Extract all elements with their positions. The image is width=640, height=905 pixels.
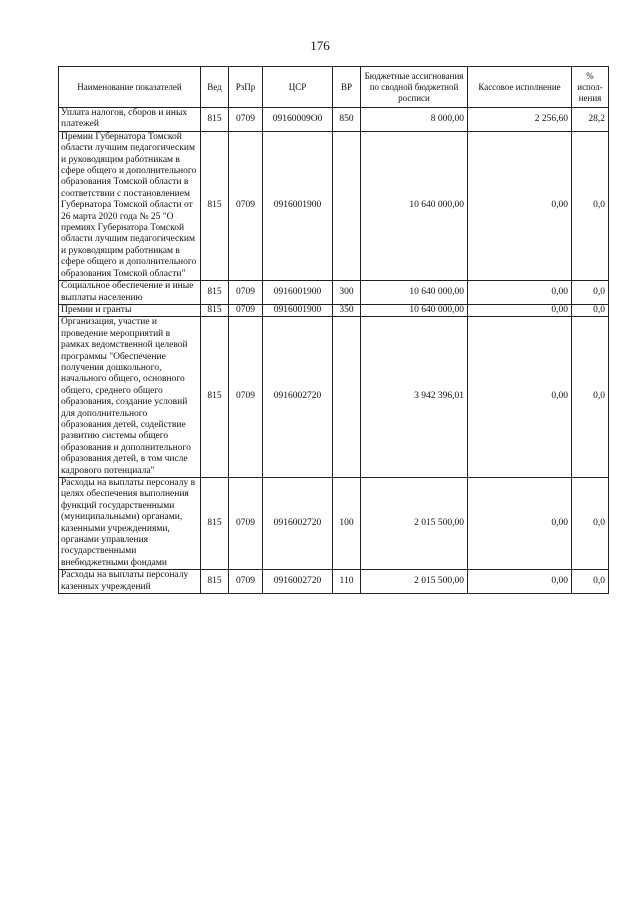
row-ved: 815 [201,317,229,478]
row-cash: 0,00 [468,304,572,316]
table-row [59,317,609,478]
header-csr: ЦСР [263,67,333,108]
row-percent: 0,0 [572,131,609,280]
row-name: Премии и гранты [59,304,201,316]
row-assigned: 10 640 000,00 [361,304,468,316]
row-ved: 815 [201,108,229,132]
budget-table [58,66,609,594]
page-number: 176 [310,38,330,53]
row-cash: 0,00 [468,281,572,305]
row-vr: 300 [333,281,361,305]
row-cash: 0,00 [468,478,572,570]
row-assigned: 10 640 000,00 [361,281,468,305]
header-vr: ВР [333,67,361,108]
row-name: Расходы на выплаты персоналу казенных учреждений [59,570,201,594]
table-row [59,108,609,132]
row-rzpr: 0709 [229,570,263,594]
row-vr [333,131,361,280]
header-cash: Кассовое исполнение [468,67,572,108]
header-assigned: Бюджетные ассигнования по сводной бюджетной росписи [361,67,468,108]
row-assigned: 2 015 500,00 [361,478,468,570]
row-csr: 0916001900 [263,131,333,280]
row-rzpr: 0709 [229,304,263,316]
row-ved: 815 [201,131,229,280]
row-name: Расходы на выплаты персоналу в целях обеспечения выполнения функций государственными (муниципальными) органами, казенными учреждениями, органами управления государственными внебюджетными фондами [59,478,201,570]
row-vr: 100 [333,478,361,570]
row-name: Социальное обеспечение и иные выплаты населению [59,281,201,305]
table-row [59,131,609,280]
table-row [59,281,609,305]
row-name: Уплата налогов, сборов и иных платежей [59,108,201,132]
table-row [59,570,609,594]
header-ved: Вед [201,67,229,108]
row-ved: 815 [201,281,229,305]
row-csr: 0916001900 [263,304,333,316]
table-row [59,478,609,570]
header-name: Наименование показателей [59,67,201,108]
table-row [59,304,609,316]
row-rzpr: 0709 [229,108,263,132]
row-assigned: 8 000,00 [361,108,468,132]
row-percent: 0,0 [572,478,609,570]
row-name: Организация, участие и проведение мероприятий в рамках ведомственной целевой программы "Обеспечение получения дошкольного, начального общего, основного общего, среднего общего образования, создание условий для дополнительного образования детей, содействие развитию системы общего образования и дополнительного образования детей, в том числе кадрового потенциала" [59,317,201,478]
row-rzpr: 0709 [229,317,263,478]
row-ved: 815 [201,570,229,594]
row-csr: 0916002720 [263,570,333,594]
row-cash: 0,00 [468,317,572,478]
row-vr: 850 [333,108,361,132]
row-ved: 815 [201,304,229,316]
row-name: Премии Губернатора Томской области лучшим педагогическим и руководящим работникам в сфере общего и дополнительного образования Томской области в соответствии с постановлением Губернатора Томской области от 26 марта 2020 года № 25 "О премиях Губернатора Томской области лучшим педагогическим и руководящим работникам в сфере общего и дополнительного образования Томской области" [59,131,201,280]
row-vr: 350 [333,304,361,316]
row-rzpr: 0709 [229,131,263,280]
row-cash: 0,00 [468,570,572,594]
row-assigned: 2 015 500,00 [361,570,468,594]
row-percent: 0,0 [572,304,609,316]
row-csr: 0916001900 [263,281,333,305]
row-vr: 110 [333,570,361,594]
row-csr: 0916002720 [263,317,333,478]
row-rzpr: 0709 [229,478,263,570]
row-rzpr: 0709 [229,281,263,305]
row-percent: 0,0 [572,281,609,305]
row-cash: 0,00 [468,131,572,280]
row-assigned: 10 640 000,00 [361,131,468,280]
row-csr: 0916002720 [263,478,333,570]
row-percent: 0,0 [572,317,609,478]
header-percent: % испол-нения [572,67,609,108]
row-percent: 28,2 [572,108,609,132]
row-vr [333,317,361,478]
table-header-row [59,67,609,108]
header-rzpr: РзПр [229,67,263,108]
row-cash: 2 256,60 [468,108,572,132]
row-csr: 09160009О0 [263,108,333,132]
row-ved: 815 [201,478,229,570]
row-assigned: 3 942 396,01 [361,317,468,478]
row-percent: 0,0 [572,570,609,594]
